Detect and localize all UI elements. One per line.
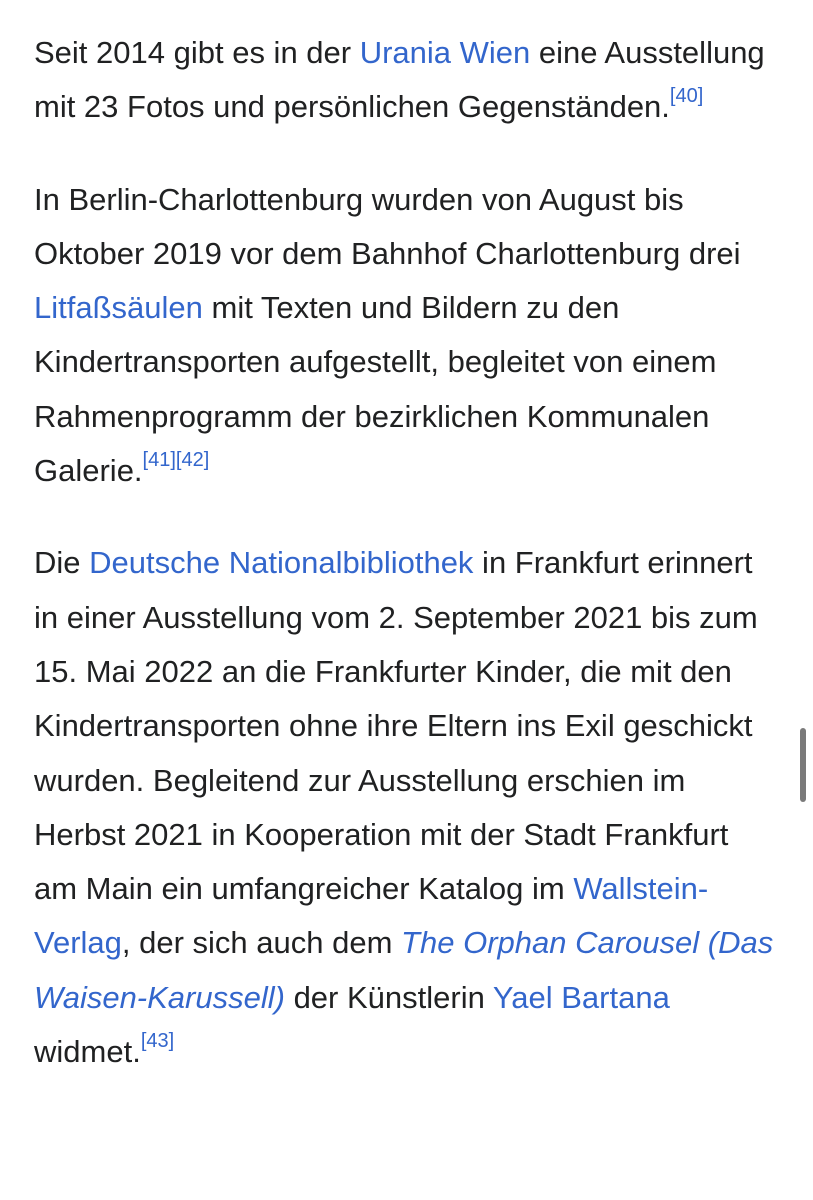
paragraph-text: Die — [34, 545, 90, 581]
reference-42[interactable]: [42] — [175, 449, 210, 472]
reference-43[interactable]: [43] — [140, 1030, 175, 1053]
paragraph-text: widmet. — [34, 1034, 141, 1070]
paragraph-text: eine Ausstellung mit 23 Fotos und persönlichen Gegenständen. — [34, 35, 765, 125]
paragraph-text: der Künstlerin — [284, 979, 493, 1015]
paragraph-text: , der sich auch dem — [121, 925, 402, 961]
vertical-scrollbar[interactable] — [800, 728, 806, 802]
paragraph-urania — [34, 26, 774, 135]
link-orphan-carousel-title: The Orphan Carousel (Das Waisen-Karussell) — [34, 925, 774, 1015]
paragraph-text: In Berlin-Charlottenburg wurden von August bis Oktober 2019 vor dem Bahnhof Charlottenburg drei — [34, 181, 741, 271]
paragraph-text: Seit 2014 gibt es in der — [34, 35, 360, 70]
link-wallstein-verlag[interactable]: Wallstein-Verlag — [34, 871, 709, 961]
reference-40[interactable]: [40] — [669, 85, 704, 108]
paragraph-frankfurt — [34, 536, 774, 1079]
article-body — [34, 26, 774, 1117]
paragraph-berlin — [34, 173, 774, 499]
link-urania-wien[interactable]: Urania Wien — [359, 35, 531, 70]
paragraph-text: in Frankfurt erinnert in einer Ausstellung vom 2. September 2021 bis zum 15. Mai 2022 an die Frankfurter Kinder, die mit den Kindertransporten ohne ihre Eltern ins Exil geschickt wurden. Begleitend zur Ausstellung erschien im Herbst 2021 in Kooperation mit der Stadt Frankfurt am Main ein umfangreicher Katalog im — [34, 545, 758, 907]
link-litfasssaeulen[interactable]: Litfaßsäulen — [34, 290, 203, 326]
reference-41[interactable]: [41] — [142, 449, 176, 472]
link-yael-bartana[interactable]: Yael Bartana — [492, 979, 670, 1015]
link-deutsche-nationalbibliothek[interactable]: Deutsche Nationalbibliothek — [89, 545, 474, 581]
paragraph-text: mit Texten und Bildern zu den Kindertransporten aufgestellt, begleitet von einem Rahmenprogramm der bezirklichen Kommunalen Galerie. — [34, 290, 717, 489]
